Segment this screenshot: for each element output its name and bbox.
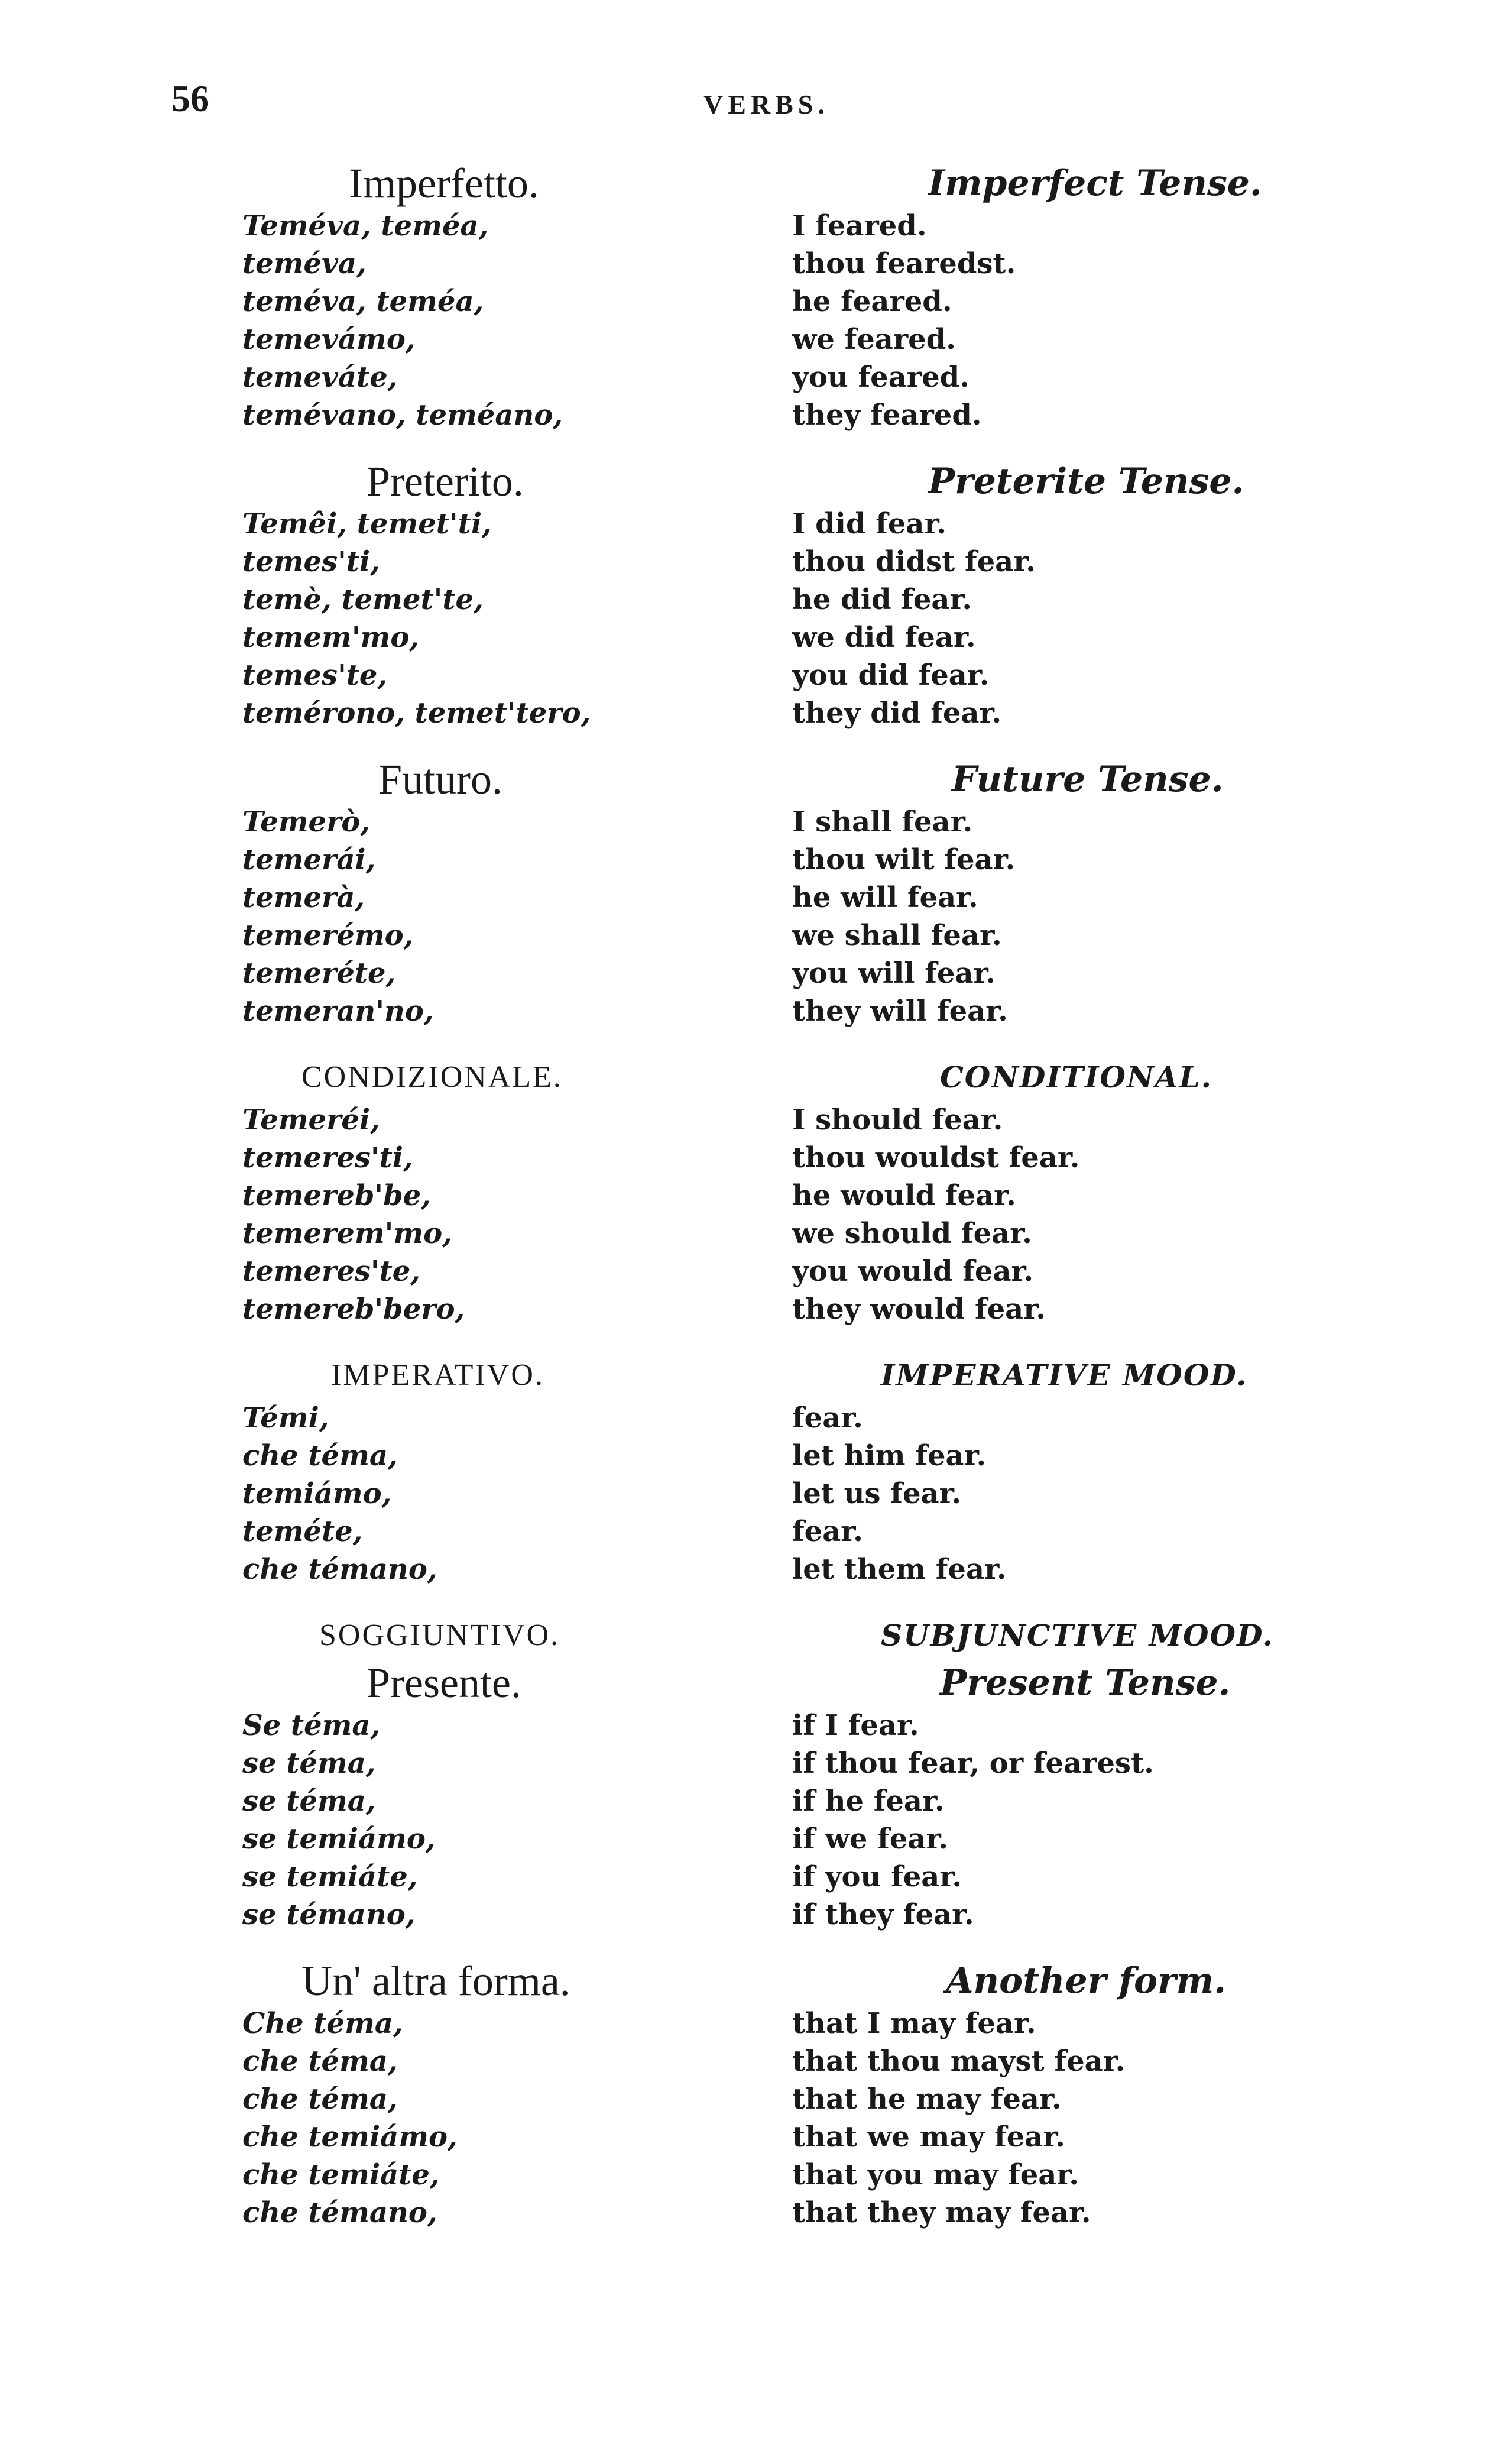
- altra-forma-section: [242, 1957, 656, 2232]
- conjugation-line: che téma,: [242, 2045, 398, 2078]
- section-heading: CONDITIONAL.: [940, 1060, 1213, 1095]
- futuro-section: [242, 756, 656, 1030]
- conjugation-line: temévano, teméano,: [242, 399, 563, 432]
- conjugation-line: temerémo,: [242, 919, 414, 952]
- conjugation-line: che téma,: [242, 1439, 398, 1472]
- translation-line: thou wouldst fear.: [792, 1141, 1080, 1174]
- conjugation-line: Se téma,: [242, 1709, 381, 1742]
- imperfetto-section: [242, 160, 656, 434]
- conjugation-line: che témano,: [242, 2196, 437, 2229]
- section-subheading: Presente.: [367, 1659, 521, 1707]
- conjugation-line: temerái,: [242, 843, 376, 876]
- section-heading: Futuro.: [378, 756, 503, 803]
- imperativo-section: [242, 1352, 656, 1588]
- translation-line: that you may fear.: [792, 2158, 1079, 2191]
- conjugation-line: temevámo,: [242, 323, 416, 356]
- translation-line: fear.: [792, 1515, 863, 1548]
- conjugation-line: che temiámo,: [242, 2120, 458, 2154]
- imperfect-section: [792, 160, 1289, 434]
- conjugation-line: temerà,: [242, 881, 365, 914]
- conjugation-line: temeres'te,: [242, 1255, 421, 1288]
- section-heading: Future Tense.: [952, 759, 1224, 800]
- conjugation-line: temeréte,: [242, 957, 396, 990]
- translation-line: he would fear.: [792, 1179, 1016, 1212]
- conjugation-line: temerem'mo,: [242, 1217, 452, 1250]
- conjugation-line: se temiámo,: [242, 1822, 436, 1856]
- translation-line: thou wilt fear.: [792, 843, 1016, 876]
- future-section: [792, 756, 1289, 1030]
- conjugation-line: teméte,: [242, 1515, 363, 1548]
- conjugation-line: temes'ti,: [242, 545, 380, 578]
- conjugation-line: Che téma,: [242, 2007, 403, 2040]
- translation-line: they will fear.: [792, 995, 1008, 1028]
- conjugation-line: che témano,: [242, 1553, 437, 1586]
- translation-line: if he fear.: [792, 1785, 945, 1818]
- section-heading: SOGGIUNTIVO.: [319, 1618, 560, 1652]
- translation-line: that I may fear.: [792, 2007, 1036, 2040]
- conjugation-line: temiámo,: [242, 1477, 392, 1510]
- conjugation-line: teméva,: [242, 247, 367, 280]
- translation-line: you would fear.: [792, 1255, 1034, 1288]
- conjugation-line: che temiáte,: [242, 2158, 440, 2191]
- italian-column: [242, 160, 656, 2232]
- section-heading: CONDIZIONALE.: [301, 1060, 563, 1094]
- section-heading: Imperfetto.: [349, 160, 539, 207]
- translation-line: they would fear.: [792, 1293, 1046, 1326]
- conjugation-line: se témano,: [242, 1898, 416, 1931]
- translation-line: you did fear.: [792, 659, 990, 692]
- conjugation-line: Temerò,: [242, 805, 371, 838]
- translation-line: thou didst fear.: [792, 545, 1036, 578]
- section-heading: SUBJUNCTIVE MOOD.: [881, 1618, 1275, 1653]
- translation-line: let him fear.: [792, 1439, 987, 1472]
- section-heading: Preterite Tense.: [928, 461, 1244, 502]
- translation-line: we should fear.: [792, 1217, 1032, 1250]
- section-heading: Another form.: [946, 1960, 1227, 2002]
- translation-line: I feared.: [792, 209, 927, 242]
- conjugation-line: Temeréi,: [242, 1103, 380, 1137]
- translation-line: that they may fear.: [792, 2196, 1091, 2229]
- condizionale-section: [242, 1054, 656, 1328]
- translation-line: they did fear.: [792, 697, 1002, 730]
- translation-line: that thou mayst fear.: [792, 2045, 1126, 2078]
- conjugation-line: temeres'ti,: [242, 1141, 413, 1174]
- conjugation-line: se téma,: [242, 1785, 376, 1818]
- section-heading: IMPERATIVE MOOD.: [881, 1358, 1248, 1393]
- conjugation-line: temes'te,: [242, 659, 388, 692]
- conjugation-line: teméva, teméa,: [242, 285, 484, 318]
- translation-line: he will fear.: [792, 881, 978, 914]
- conjugation-line: temeran'no,: [242, 995, 434, 1028]
- translation-line: thou fearedst.: [792, 247, 1016, 280]
- conjugation-line: temereb'be,: [242, 1179, 431, 1212]
- conjugation-line: temem'mo,: [242, 621, 420, 654]
- conjugation-line: temérono, temet'tero,: [242, 697, 591, 730]
- translation-line: if thou fear, or fearest.: [792, 1747, 1154, 1780]
- translation-line: fear.: [792, 1401, 863, 1435]
- preterito-section: [242, 458, 656, 732]
- translation-line: I did fear.: [792, 507, 947, 540]
- translation-line: if we fear.: [792, 1822, 949, 1856]
- soggiuntivo-section: [242, 1612, 656, 1934]
- conjugation-line: Témi,: [242, 1401, 329, 1435]
- translation-line: let them fear.: [792, 1553, 1007, 1586]
- section-heading: Un' altra forma.: [301, 1957, 570, 2005]
- section-heading: Imperfect Tense.: [928, 163, 1262, 204]
- translation-line: he feared.: [792, 285, 952, 318]
- subjunctive-section: [792, 1612, 1289, 1934]
- conditional-section: [792, 1054, 1289, 1328]
- translation-line: we did fear.: [792, 621, 976, 654]
- section-subheading: Present Tense.: [940, 1662, 1231, 1704]
- translation-line: that we may fear.: [792, 2120, 1065, 2154]
- preterite-section: [792, 458, 1289, 732]
- conjugation-line: se téma,: [242, 1747, 376, 1780]
- section-heading: Preterito.: [367, 458, 524, 505]
- english-column: [792, 160, 1289, 2232]
- conjugation-line: temè, temet'te,: [242, 583, 484, 616]
- conjugation-line: Temêi, temet'ti,: [242, 507, 492, 540]
- translation-line: let us fear.: [792, 1477, 962, 1510]
- translation-line: if I fear.: [792, 1709, 919, 1742]
- page-number: 56: [171, 77, 209, 119]
- translation-line: you feared.: [792, 361, 970, 394]
- translation-line: we shall fear.: [792, 919, 1002, 952]
- imperative-section: [792, 1352, 1289, 1588]
- translation-line: if you fear.: [792, 1860, 962, 1893]
- translation-line: that he may fear.: [792, 2083, 1062, 2116]
- translation-line: we feared.: [792, 323, 956, 356]
- translation-line: I shall fear.: [792, 805, 973, 838]
- translation-line: you will fear.: [792, 957, 996, 990]
- section-heading: IMPERATIVO.: [331, 1358, 544, 1392]
- translation-line: they feared.: [792, 399, 982, 432]
- running-head: VERBS.: [703, 89, 829, 119]
- conjugation-line: Teméva, teméa,: [242, 209, 489, 242]
- another-form-section: [792, 1957, 1289, 2232]
- conjugation-line: se temiáte,: [242, 1860, 418, 1893]
- conjugation-line: che téma,: [242, 2083, 398, 2116]
- translation-line: I should fear.: [792, 1103, 1003, 1137]
- conjugation-line: temeváte,: [242, 361, 398, 394]
- translation-line: he did fear.: [792, 583, 972, 616]
- translation-line: if they fear.: [792, 1898, 974, 1931]
- conjugation-line: temereb'bero,: [242, 1293, 465, 1326]
